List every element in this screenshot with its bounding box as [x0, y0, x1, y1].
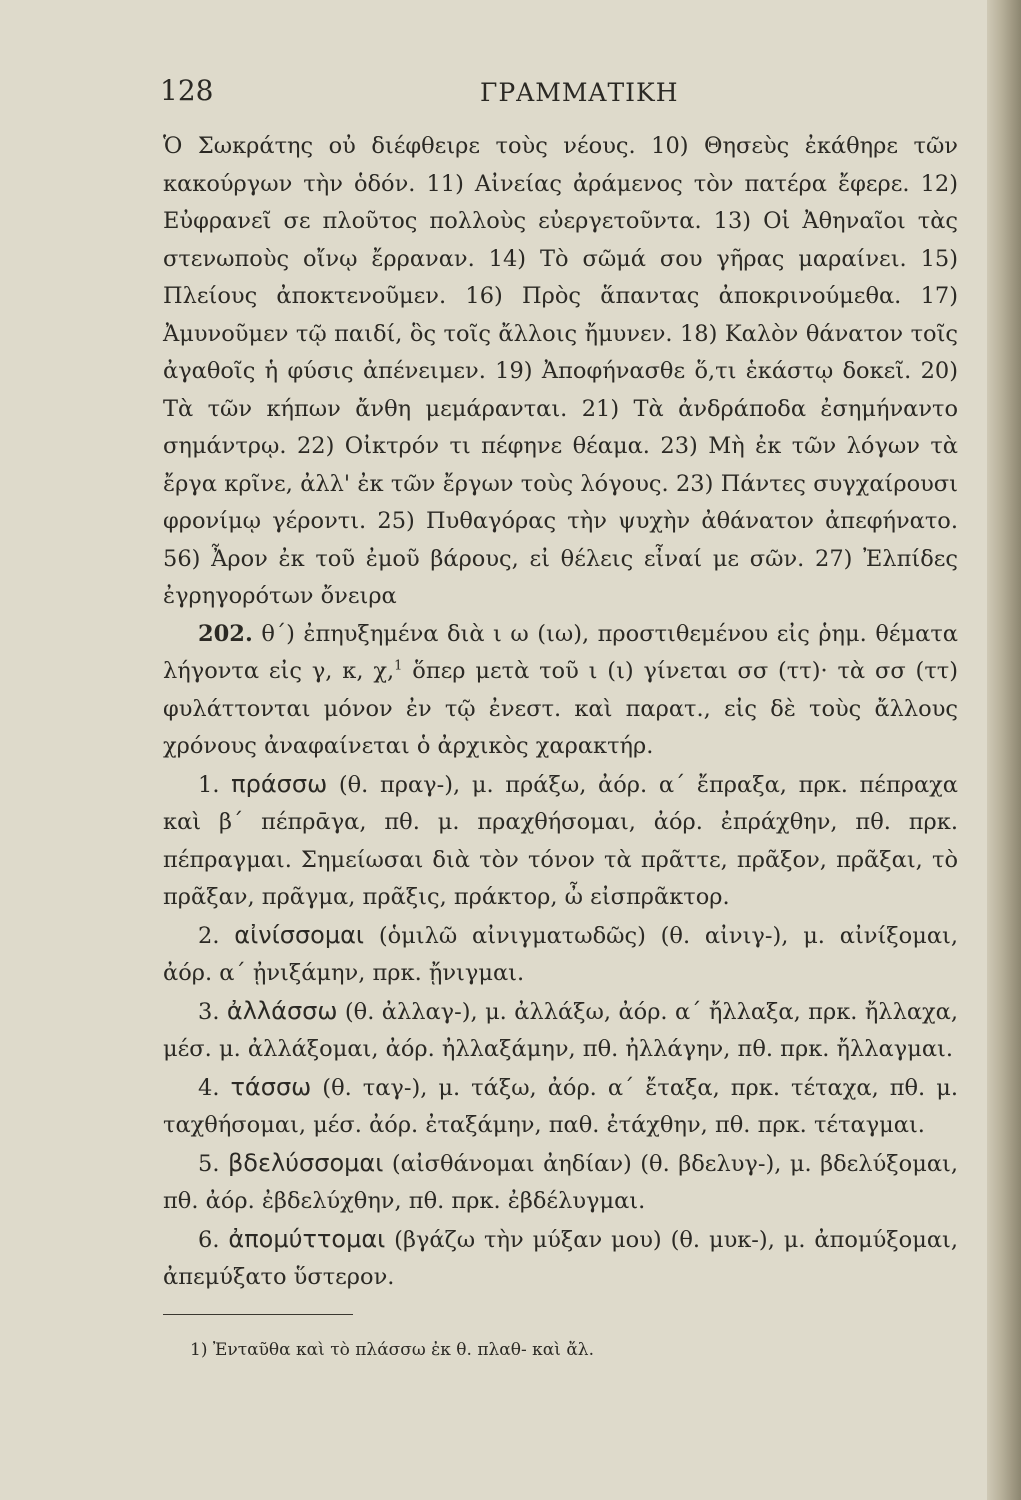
page-number: 128: [160, 74, 214, 107]
entry-text: (θ. ταγ-), μ. τάξω, ἀόρ. α΄ ἔταξα, πρκ. τέταχα, πθ. μ. ταχθήσομαι, μέσ. ἀόρ. ἐταξάμην, παθ. ἐτάχθην, πθ. πρκ. τέταγμαι.: [163, 1074, 958, 1138]
page-edge-shadow: [987, 0, 1021, 1500]
section-intro: θ΄) ἐπηυξημένα διὰ ι ω (ιω), προστιθεμένου εἰς ῥημ. θέματα λήγοντα εἰς γ, κ, χ,: [163, 620, 958, 684]
entry-text: (βγάζω τὴν μύξαν μου) (θ. μυκ-), μ. ἀπομύξομαι, ἀπεμύξατο ὕστερον.: [163, 1226, 958, 1290]
footnote-marker: 1): [190, 1340, 208, 1360]
section-intro-continued: ὅπερ μετὰ τοῦ ι (ι) γίνεται σσ (ττ)· τὰ σσ (ττ) φυλάττονται μόνον ἐν τῷ ἐνεστ. καὶ παρατ., εἰς δὲ τοὺς ἄλλους χρόνους ἀναφαίνεται ὁ ἀρχικὸς χαρακτήρ.: [163, 658, 958, 759]
footnote: [190, 1338, 594, 1362]
verb-entry: [163, 1145, 958, 1221]
exercise-sentences: Ὁ Σωκράτης οὐ διέφθειρε τοὺς νέους. 10) Θησεὺς ἐκάθηρε τῶν κακούργων τὴν ὁδόν. 11) Αἰνείας ἀράμενος τὸν πατέρα ἔφερε. 12) Εὐφρανεῖ σε πλοῦτος πολλοὺς εὐεργετοῦντα. 13) Οἱ Ἀθηναῖοι τὰς στενωποὺς οἴνῳ ἔρραναν. 14) Τὸ σῶμά σου γῆρας μαραίνει. 15) Πλείους ἀποκτενοῦμεν. 16) Πρὸς ἅπαντας ἀποκρινούμεθα. 17) Ἀμυνοῦμεν τῷ παιδί, ὃς τοῖς ἄλλοις ἤμυνεν. 18) Καλὸν θάνατον τοῖς ἀγαθοῖς ἡ φύσις ἀπένειμεν. 19) Ἀποφήνασθε ὅ,τι ἑκάστῳ δοκεῖ. 20) Τὰ τῶν κήπων ἄνθη μεμάρανται. 21) Τὰ ἀνδράποδα ἐσημήναντο σημάντρῳ. 22) Οἰκτρόν τι πέφηνε θέαμα. 23) Μὴ ἐκ τῶν λόγων τὰ ἔργα κρῖνε, ἀλλ' ἐκ τῶν ἔργων τοὺς λόγους. 23) Πάντες συγχαίρουσι φρονίμῳ γέροντι. 25) Πυθαγόρας τὴν ψυχὴν ἀθάνατον ἀπεφήνατο. 56) Ἆρον ἐκ τοῦ ἐμοῦ βάρους, εἰ θέλεις εἶναί με σῶν. 27) Ἐλπίδες ἐγρηγορότων ὄνειρα: [163, 133, 958, 609]
entry-text: (θ. πραγ-), μ. πράξω, ἀόρ. α΄ ἔπραξα, πρκ. πέπραχα καὶ β΄ πέπρᾱγα, πθ. μ. πραχθήσομαι, ἀόρ. ἐπράχθην, πθ. πρκ. πέπραγμαι. Σημείωσαι διὰ τὸν τόνον τὰ πρᾶττε, πρᾶξον, πρᾶξαι, τὸ πρᾶξαν, πρᾶγμα, πρᾶξις, πράκτορ, ὦ εἰσπρᾶκτορ.: [163, 771, 958, 910]
entry-text: (ὁμιλῶ αἰνιγματωδῶς) (θ. αἰνιγ-), μ. αἰνίξομαι, ἀόρ. α΄ ᾐνιξάμην, πρκ. ᾔνιγμαι.: [163, 922, 958, 986]
page-body: [163, 128, 958, 1297]
entry-number: 2.: [198, 922, 220, 949]
section-number: 202.: [198, 620, 253, 647]
verb-entry: [163, 1069, 958, 1145]
footnote-rule: [163, 1314, 353, 1315]
footnote-text: Ἐνταῦθα καὶ τὸ πλάσσω ἐκ θ. πλαθ- καὶ ἄλ.: [212, 1340, 594, 1360]
verb-entry: [163, 766, 958, 917]
entry-number: 5.: [198, 1150, 220, 1177]
entry-number: 6.: [198, 1226, 220, 1253]
entry-number: 4.: [198, 1074, 220, 1101]
verb-entry: [163, 917, 958, 993]
entry-headword: βδελύσσομαι: [227, 1148, 384, 1177]
section-202: [163, 616, 958, 766]
verb-entry: [163, 1221, 958, 1297]
verb-entry: [163, 993, 958, 1069]
page-header: [160, 74, 960, 114]
entry-text: (αἰσθάνομαι ἀηδίαν) (θ. βδελυγ-), μ. βδελύξομαι, πθ. ἀόρ. ἐβδελύχθην, πθ. πρκ. ἐβδέλυγμαι.: [163, 1150, 959, 1214]
entry-headword: ἀλλάσσω: [226, 996, 338, 1025]
footnote-reference: 1: [394, 658, 403, 674]
entry-text: (θ. ἀλλαγ-), μ. ἀλλάξω, ἀόρ. α΄ ἤλλαξα, πρκ. ἤλλαχα, μέσ. μ. ἀλλάξομαι, ἀόρ. ἠλλαξάμην, πθ. ἠλλάγην, πθ. πρκ. ἤλλαγμαι.: [163, 998, 959, 1062]
running-title: ΓΡΑΜΜΑΤΙΚΗ: [480, 78, 679, 107]
entry-number: 3.: [198, 998, 220, 1025]
entry-headword: ἀπομύττομαι: [228, 1224, 386, 1253]
entry-headword: πράσσω: [231, 769, 328, 798]
entry-headword: τάσσω: [230, 1072, 312, 1101]
entry-number: 1.: [198, 771, 220, 798]
entry-headword: αἰνίσσομαι: [234, 920, 365, 949]
